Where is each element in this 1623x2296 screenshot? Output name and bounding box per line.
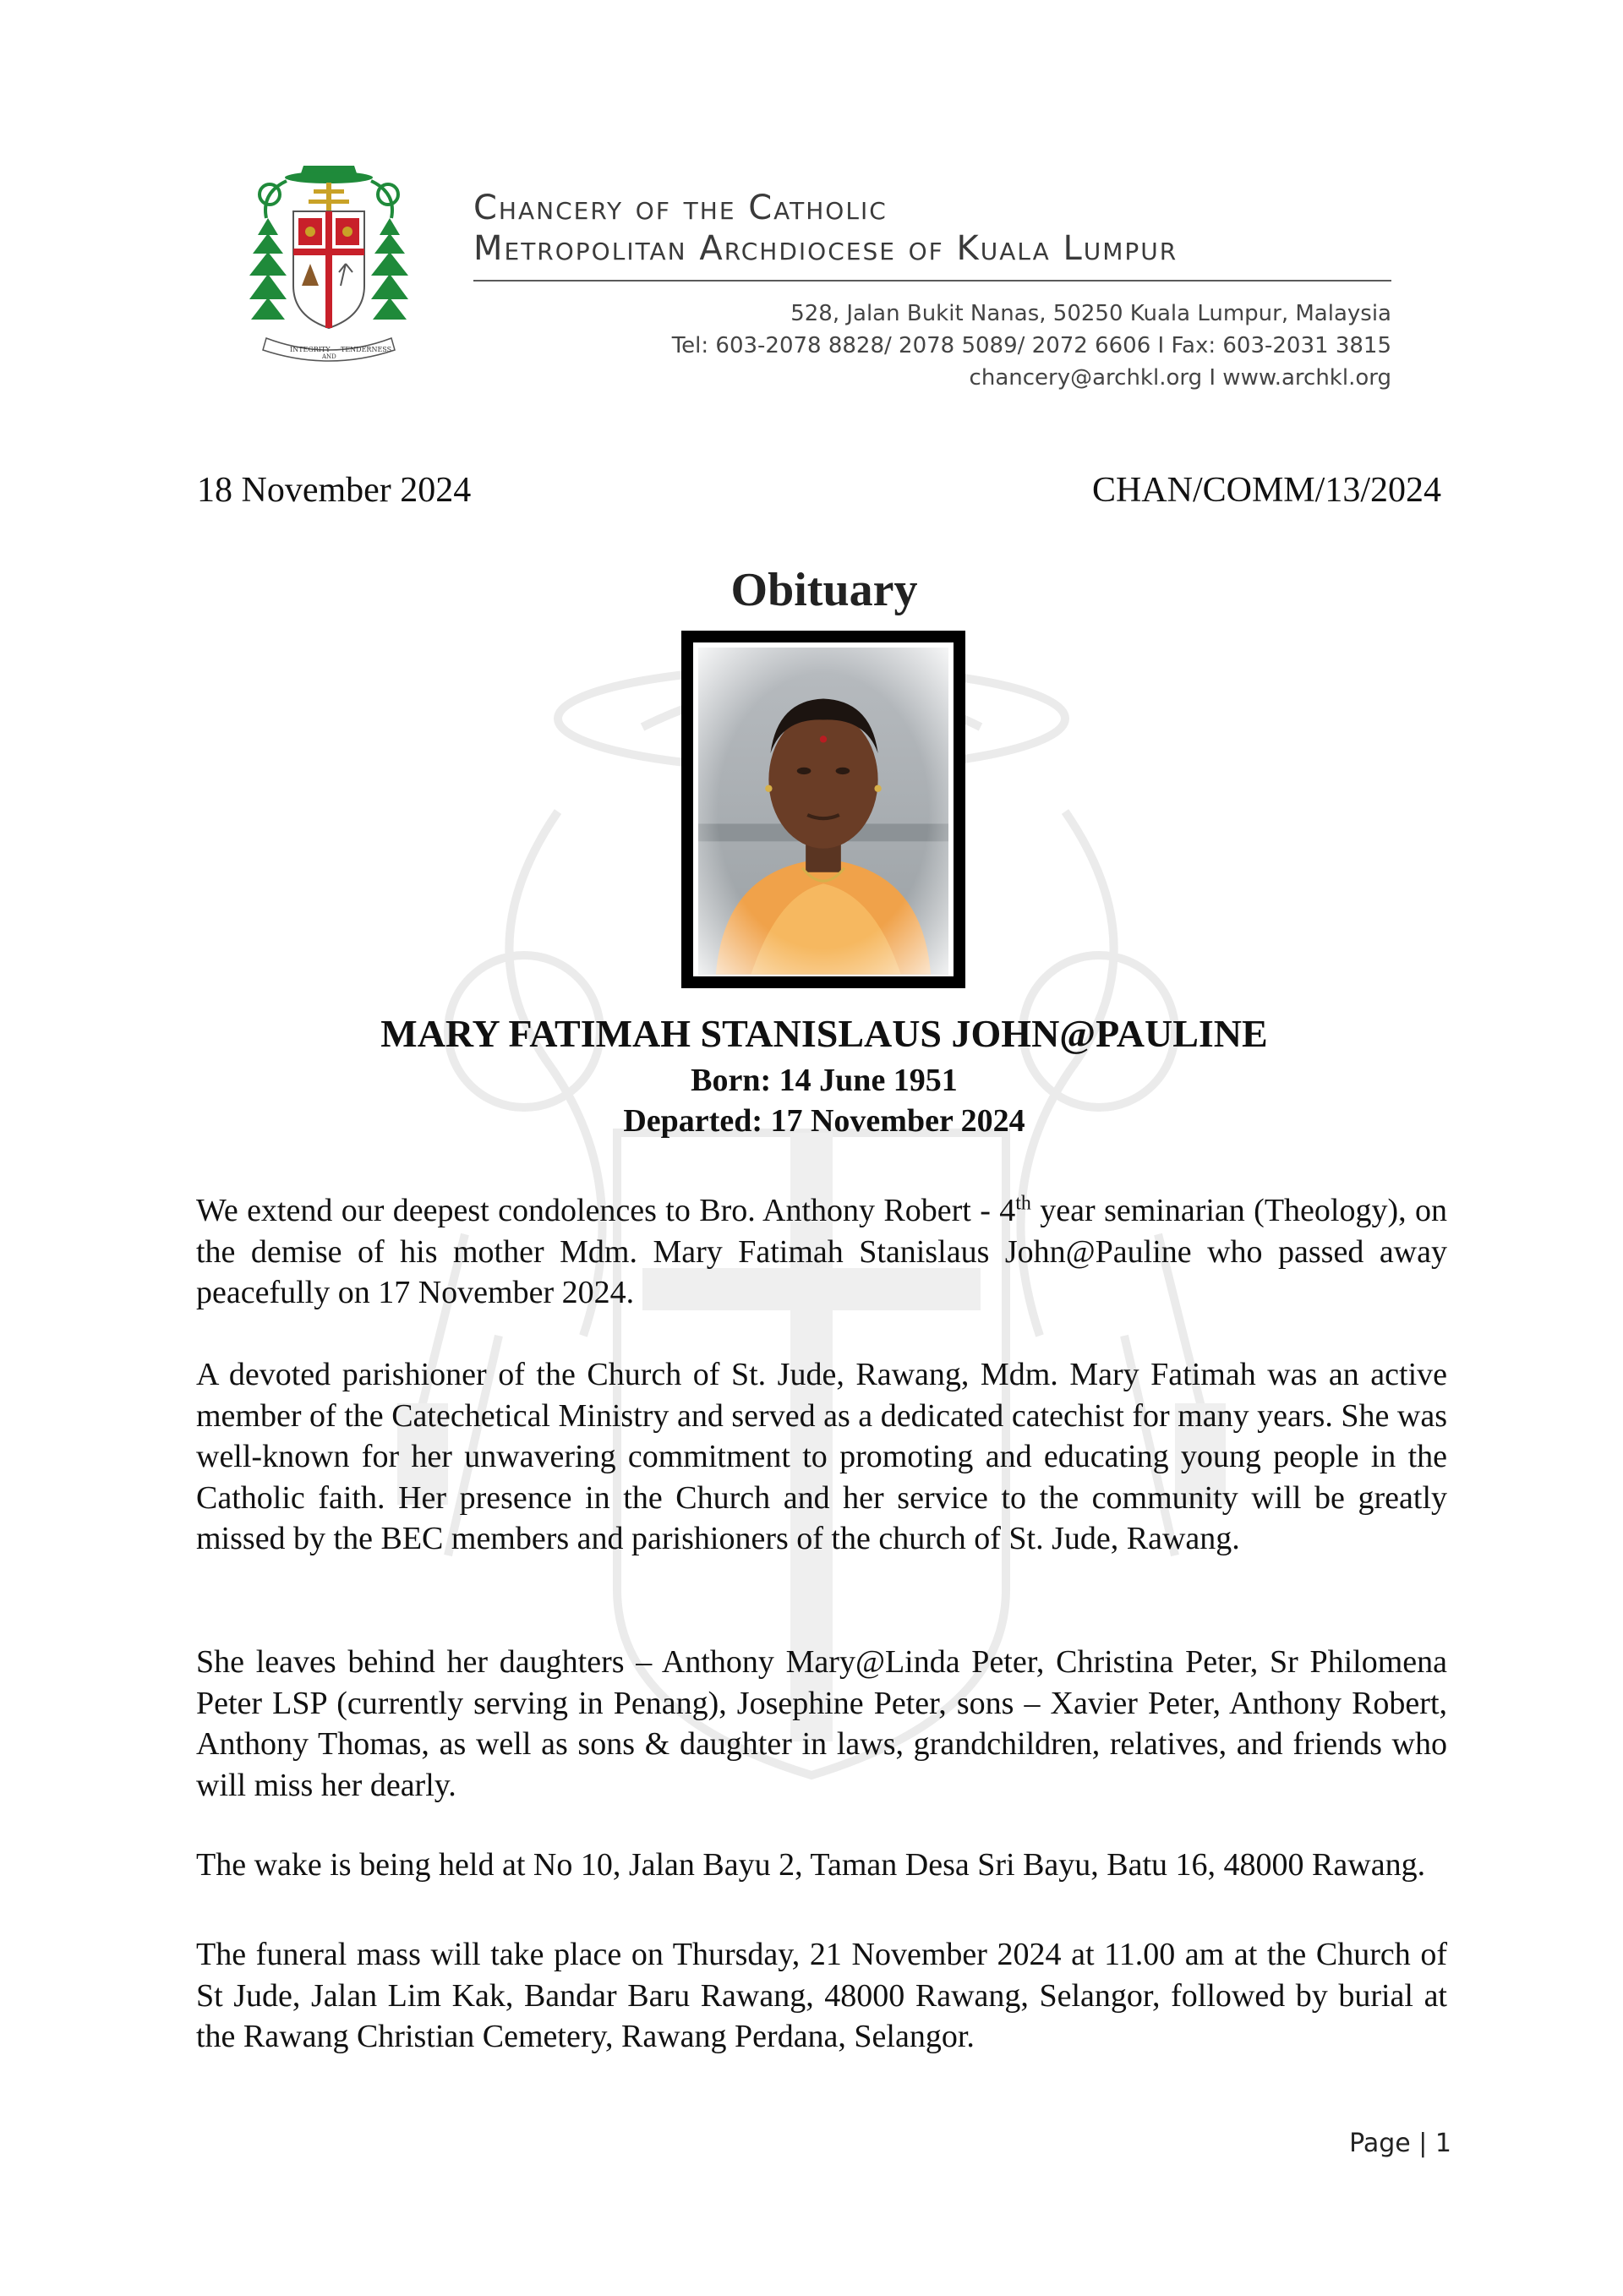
paragraph-condolences-part-1: We extend our deepest condolences to Bro. Anthony Robert - 4 <box>196 1193 1016 1228</box>
letterhead-phone-fax: Tel: 603-2078 8828/ 2078 5089/ 2072 6606 I Fax: 603-2031 3815 <box>671 333 1391 358</box>
portrait-frame <box>681 631 965 988</box>
paragraph-condolences <box>196 1190 1447 1314</box>
document-reference: CHAN/COMM/13/2024 <box>1091 471 1441 510</box>
paragraph-wake: The wake is being held at No 10, Jalan Bayu 2, Taman Desa Sri Bayu, Batu 16, 48000 Rawang. <box>196 1847 1426 1883</box>
organization-name-line-2: Metropolitan Archdiocese of Kuala Lumpur <box>473 229 1178 268</box>
archdiocese-crest-icon <box>249 150 408 369</box>
portrait-photo <box>698 648 948 975</box>
page-title: Obituary <box>730 564 918 616</box>
letterhead-address: 528, Jalan Bukit Nanas, 50250 Kuala Lumpur, Malaysia <box>790 301 1391 326</box>
organization-name-line-1: Chancery of the Catholic <box>473 189 888 227</box>
paragraph-condolences-part-2: year seminarian (Theology), on the demise of his mother Mdm. Mary Fatimah Stanislaus John@Pauline who passed away peacefully on 17 November 2024. <box>196 1193 1447 1310</box>
ordinal-suffix: th <box>1015 1192 1031 1215</box>
crest-motto-right: TENDERNESS <box>341 346 392 353</box>
born-date: Born: 14 June 1951 <box>691 1063 958 1098</box>
organization-name <box>473 188 1391 269</box>
letterhead-email-web: chancery@archkl.org I www.archkl.org <box>969 365 1391 391</box>
page-number: Page | 1 <box>1349 2129 1451 2158</box>
crest-motto-left: INTEGRITY <box>290 346 331 353</box>
document-date: 18 November 2024 <box>197 471 472 510</box>
crest-motto-center: AND <box>322 353 336 360</box>
departed-date: Departed: 17 November 2024 <box>623 1103 1025 1139</box>
deceased-name: MARY FATIMAH STANISLAUS JOHN@PAULINE <box>380 1012 1268 1055</box>
paragraph-survivors: She leaves behind her daughters – Anthony Mary@Linda Peter, Christina Peter, Sr Philomena Peter LSP (currently serving in Penang), Josephine Peter, sons – Xavier Peter, Anthony Robert, Anthony Thomas, as well as sons & daughter in laws, grandchildren, relatives, and friends who will miss her dearly. <box>196 1644 1447 1803</box>
letterhead-divider <box>473 280 1391 282</box>
paragraph-biography: A devoted parishioner of the Church of St. Jude, Rawang, Mdm. Mary Fatimah was an active member of the Catechetical Ministry and served as a dedicated catechist for many years. She was well-known for her unwavering commitment to promoting and educating young people in the Catholic faith. Her presence in the Church and her service to the community will be greatly missed by the BEC members and parishioners of the church of St. Jude, Rawang. <box>196 1357 1447 1556</box>
paragraph-funeral: The funeral mass will take place on Thursday, 21 November 2024 at 11.00 am at the Church of St Jude, Jalan Lim Kak, Bandar Baru Rawang, 48000 Rawang, Selangor, followed by burial at the Rawang Christian Cemetery, Rawang Perdana, Selangor. <box>196 1937 1447 2054</box>
